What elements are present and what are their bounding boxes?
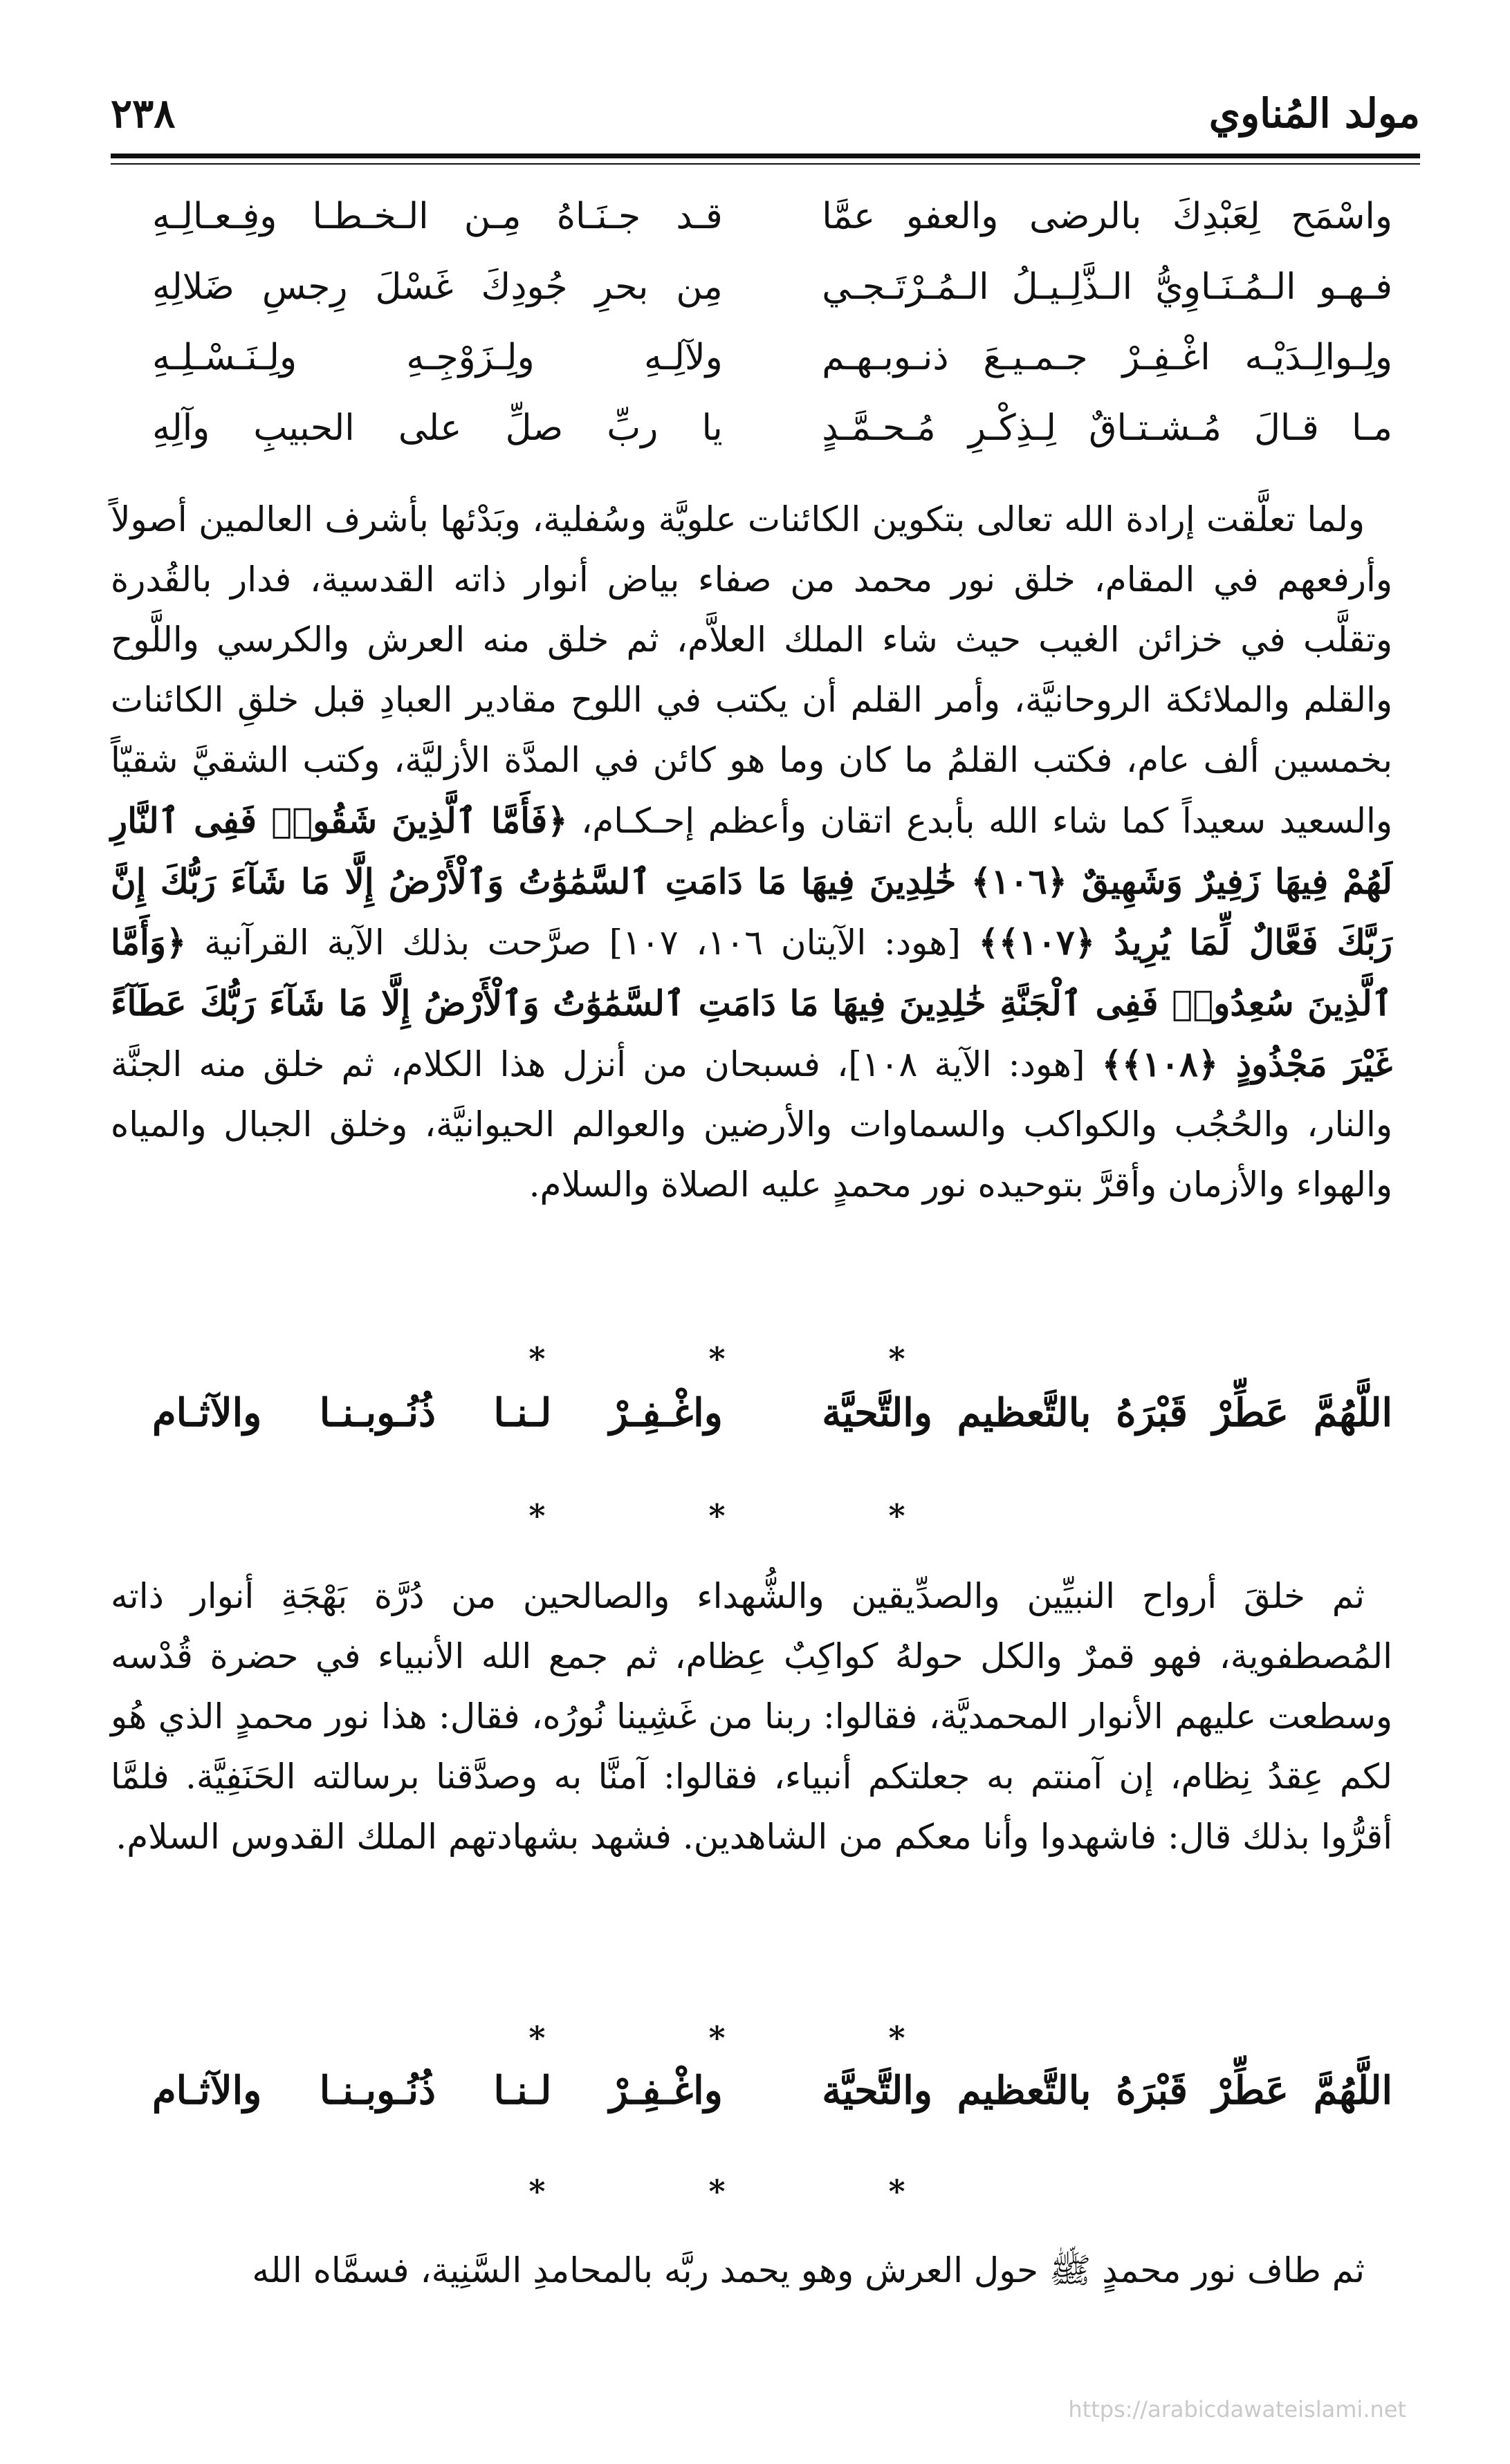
watermark-url: https://arabicdawateislami.net [1068,2396,1406,2423]
paragraph-text-part: [هود: الآيتان ١٠٦، ١٠٧] صرَّحت بذلك الآية القرآنية [186,923,979,963]
star-separator: * * * [528,1497,982,1535]
star-separator: * * * [528,2019,982,2057]
paragraph-text-part: [هود: الآية ١٠٨]، فسبحان من أنزل هذا الكلام، ثم خلق منه الجنَّة والنار، والحُجُب والكواكب والسماوات والأرضين والعوالم الحيوانيَّة، وخلق الجبال والمياه والهواء والأزمان وأقرَّ بتوحيده نور محمدٍ عليه الصلاة والسلام. [111,1044,1393,1205]
paragraph-tawaf [111,2241,1392,2301]
refrain-verse [152,2068,1392,2113]
quran-verse: ﴿وَأَمَّا ٱلَّذِينَ سُعِدُوا۟ فَفِى ٱلْجَنَّةِ خَٰلِدِينَ فِيهَا مَا دَامَتِ ٱلسَّمَٰوَٰتُ وَٱلْأَرْضُ إِلَّا مَا شَآءَ رَبُّكَ عَطَآءً غَيْرَ مَجْذُوذٍ ﴿١٠٨﴾﴾ [111,922,1392,1084]
page-number: ٢٣٨ [111,90,176,137]
verse-right-hemistich: ولِـوالِـدَيْـه اغْـفِـرْ جـمـيـعَ ذنـوبـهـم [822,337,1392,378]
verse-right-hemistich: مـا قـالَ مُـشـتـاقٌ لِـذِكْـرِ مُـحـمَّـدٍ [822,407,1392,449]
paragraph-text-part: ولما تعلَّقت إرادة الله تعالى بتكوين الكائنات علويَّة وسُفلية، وبَدْئها بأشرف العالمين أصولاً وأرفعهم في المقام، خلق نور محمد من صفاء بياض أنوار ذاته القدسية، فدار بالقُدرة وتقلَّب في خزائن الغيب حيث شاء الملك العلاَّم، ثم خلق منه العرش والكرسي واللَّوح والقلم والملائكة الروحانيَّة، وأمر القلم أن يكتب في اللوح مقادير العبادِ قبل خلقِ الكائنات بخمسين ألف عام، فكتب القلمُ ما كان وما هو كائن في المدَّة الأزليَّة، وكتب الشقيَّ شقيّاً والسعيد سعيداً كما شاء الله بأبدع اتقان وأعظم إحـكـام، [111,499,1392,841]
refrain-right-hemistich: اللَّهُمَّ عَطِّرْ قَبْرَهُ بالتَّعظيم والتَّحيَّة [822,1390,1392,1436]
star-separator: * * * [528,1340,982,1378]
poem-verse [152,393,1392,463]
page-header [111,83,1420,159]
verse-left-hemistich: مِن بحرِ جُودِكَ غَسْلَ رِجسِ ضَلالِهِ [152,266,723,308]
star-separator: * * * [528,2173,982,2210]
paragraph-prophets [111,1566,1392,1867]
verse-right-hemistich: واسْمَح لِعَبْدِكَ بالرضى والعفو عمَّا [822,196,1392,237]
poem-verse [152,322,1392,393]
paragraph-creation [111,490,1392,1215]
paragraph-text: ثم طاف نور محمدٍ ﷺ حول العرش وهو يحمد ربَّه بالمحامدِ السَّنِية، فسمَّاه الله [252,2250,1365,2290]
refrain-left-hemistich: واغْـفِـرْ لـنـا ذُنُـوبـنـا والآثـام [152,2068,723,2113]
poem-verse [152,252,1392,322]
running-title: مولد المُناوي [1208,90,1420,137]
paragraph-text [111,490,1392,1215]
header-rule-thick [111,154,1420,158]
quran-verse: ﴿فَأَمَّا ٱلَّذِينَ شَقُوا۟ فَفِى ٱلنَّارِ لَهُمْ فِيهَا زَفِيرٌ وَشَهِيقٌ ﴿١٠٦﴾ خَٰلِدِينَ فِيهَا مَا دَامَتِ ٱلسَّمَٰوَٰتُ وَٱلْأَرْضُ إِلَّا مَا شَآءَ رَبُّكَ إِنَّ رَبَّكَ فَعَّالٌ لِّمَا يُرِيدُ ﴿١٠٧﴾﴾ [111,800,1392,963]
verse-left-hemistich: يا ربِّ صلِّ على الحبيبِ وآلِهِ [152,407,723,449]
verse-left-hemistich: ولآلِـهِ ولِـزَوْجِـهِ ولِـنَـسْـلِـهِ [152,337,723,378]
poem-block [152,181,1392,463]
refrain-verse [152,1390,1392,1436]
header-rule-thin [111,163,1420,165]
verse-right-hemistich: فـهـو الـمُـنَـاوِيُّ الـذَّلِـيـلُ الـمُـرْتَـجـي [822,266,1392,308]
verse-left-hemistich: قـد جـنَـاهُ مِـن الـخـطـا وفِـعـالِـهِ [152,196,723,237]
poem-verse [152,181,1392,252]
paragraph-text: ثم خلقَ أرواح النبيِّين والصدِّيقين والشُّهداء والصالحين من دُرَّة بَهْجَةِ أنوار ذاته المُصطفوية، فهو قمرٌ والكل حولهُ كواكِبٌ عِظام، ثم جمع الله الأنبياء في حضرة قُدْسه وسطعت عليهم الأنوار المحمديَّة، فقالوا: ربنا من غَشِينا نُورُه، فقال: هذا نور محمدٍ الذي هُو لكم عِقدُ نِظام، إن آمنتم به جعلتكم أنبياء، فقالوا: آمنَّا به وصدَّقنا برسالته الحَنَفِيَّة. فلمَّا أقرُّوا بذلك قال: فاشهدوا وأنا معكم من الشاهدين. فشهد بشهادتهم الملك القدوس السلام. [111,1576,1392,1857]
refrain-left-hemistich: واغْـفِـرْ لـنـا ذُنُـوبـنـا والآثـام [152,1390,723,1436]
refrain-right-hemistich: اللَّهُمَّ عَطِّرْ قَبْرَهُ بالتَّعظيم والتَّحيَّة [822,2068,1392,2113]
